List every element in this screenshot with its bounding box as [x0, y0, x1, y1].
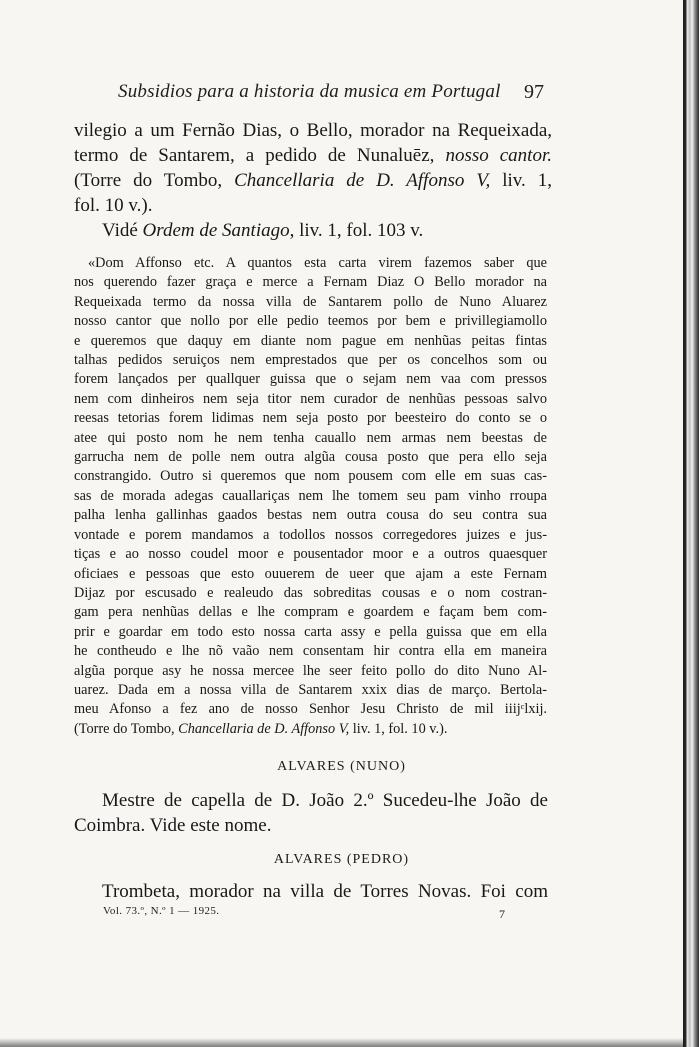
quote-line: Dijaz por escusado e realeudo das sobreditas cousas e o nom costran-	[74, 584, 547, 601]
quote-line: «Dom Affonso etc. A quantos esta carta virem fazemos saber que	[88, 255, 547, 271]
running-head	[118, 81, 544, 109]
page-number: 97	[524, 81, 544, 103]
entry-heading: ALVARES (PEDRO)	[273, 852, 410, 867]
entry-line: Coimbra. Vide este nome.	[74, 815, 272, 836]
quote-line: garrucha nem de polle nem outra algũa cousa posto que pera ello seja	[74, 449, 547, 466]
quote-line: reesas tetorias forem lidimas nem seja posto por beesteiro do conto se o	[74, 410, 547, 427]
body-line: fol. 10 v.).	[74, 195, 153, 216]
entry-text	[74, 879, 548, 904]
running-head-title: Subsidios para a historia da musica em Portugal	[118, 81, 501, 102]
quote-line: oficiaes e pessoas que esto ouuerem de ueer que ajam a este Fernam	[74, 565, 547, 582]
quote-line: palha lenha gallinhas gaados bestas nem outra cousa do seu contra sua	[74, 507, 547, 524]
italic-phrase: Chancellaria de D. Affonso V,	[178, 720, 350, 737]
quote-line: talhas pedidos seruiços nem emprestados que per os concelhos som ou	[74, 352, 547, 369]
body-line: Vidé Ordem de Santiago, liv. 1, fol. 103 v.	[102, 220, 424, 241]
quote-line: gam pera nenhũas dellas e lhe compram e goardem e façam bem com-	[74, 604, 547, 621]
quote-line: e queremos que daquy em diante nom pague em nenhũas peitas fintas	[74, 332, 547, 349]
body-line: (Torre do Tombo, Chancellaria de D. Affonso V, liv. 1,	[74, 170, 552, 191]
page-bottom-shadow	[0, 1038, 683, 1047]
quote-line: forem lançados per quallquer guissa que o sejam nem vaa com pressos	[74, 371, 547, 388]
quote-line: nos querendo fazer graça e merce a Fernam Diaz O Bello morador na	[74, 274, 547, 291]
quote-line: nem com dinheiros nem seja titor nem curador de nenhũas pessoas salvo	[74, 390, 547, 407]
quote-line: vontade e porem mandamos a todollos nossos corregedores juizes e jus-	[74, 526, 547, 543]
body-text	[74, 118, 552, 243]
book-edge	[683, 0, 699, 1047]
quote-line: algũa porque asy he nossa mercee lhe seer feito pollo do dito Nuno Al-	[74, 662, 547, 679]
quote-line: constrangido. Outro si queremos que nom pousem com elle em suas cas-	[74, 468, 547, 485]
entry-line: Trombeta, morador na villa de Torres Novas. Foi com	[102, 881, 548, 902]
quote-line: uarez. Dada em a nossa villa de Santarem xxix dias de março. Bertola-	[74, 681, 547, 698]
page-footer	[103, 905, 505, 925]
italic-phrase: nosso cantor.	[445, 145, 552, 166]
italic-phrase: Ordem de Santiago	[142, 220, 290, 241]
entry-text	[74, 788, 548, 838]
document-quote	[74, 254, 547, 739]
quote-line: atee qui posto nom he nem tenha cauallo nem armas nem beestas de	[74, 429, 547, 446]
quote-line: sas de morada adegas cauallariças nem lhe tomem seu pam vinho rroupa	[74, 487, 547, 504]
signature-mark: 7	[499, 907, 505, 921]
entry-heading: ALVARES (NUNO)	[277, 759, 406, 774]
quote-source: (Torre do Tombo, Chancellaria de D. Affonso V, liv. 1, fol. 10 v.).	[74, 720, 448, 737]
quote-line: he contheudo e lhe nõ vaão nem consentam hir contra ella em maneira	[74, 643, 547, 660]
quote-line: Requeixada termo da nossa villa de Santarem pollo de Nuno Aluarez	[74, 293, 547, 310]
body-line: termo de Santarem, a pedido de Nunaluēz, nosso cantor.	[74, 145, 552, 166]
quote-line: tiças e ao nosso coudel moor e pousentador moor e a outros quaesquer	[74, 546, 547, 563]
volume-info: Vol. 73.º, N.º 1 — 1925.	[103, 905, 220, 917]
body-line: vilegio a um Fernão Dias, o Bello, morador na Requeixada,	[74, 120, 552, 141]
entry-line: Mestre de capella de D. João 2.º Sucedeu-lhe João de	[102, 790, 548, 811]
italic-phrase: Chancellaria de D. Affonso V,	[234, 170, 491, 191]
quote-line: prir e goardar em todo esto nossa carta assy e pella guissa que em ella	[74, 623, 547, 640]
quote-line: meu Afonso a fez ano de nosso Senhor Jesu Christo de mil iiijᶜlxij.	[74, 701, 547, 718]
quote-line: nosso cantor que nollo por elle pedio teemos por bem e privillegiamollo	[74, 313, 547, 330]
